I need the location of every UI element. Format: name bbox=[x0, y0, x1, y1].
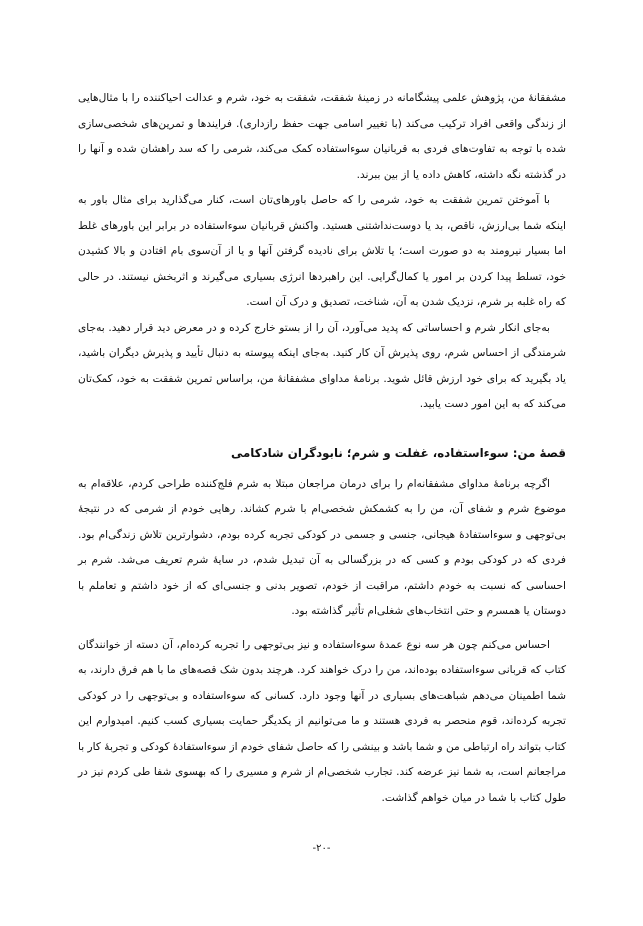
paragraph-gap bbox=[78, 625, 566, 633]
section-paragraph-2: احساس می‌کنم چون هر سه نوع عمدهٔ سوءاستفاده و نیز بی‌توجهی را تجربه کرده‌ام، آن دسته از خوانندگان کتاب که قربانی سوءاستفاده بوده‌اند، من را درک خواهند کرد. هرچند بدون شک قصه‌های ما با هم فرق دارند، به شما اطمینان می‌دهم شباهت‌های بسیاری در آنها وجود دارد. کسانی که سوءاستفاده و بی‌توجهی را در کودکی تجربه کرده‌اند، قوم منحصر به فردی هستند و ما می‌توانیم از یکدیگر حمایت بسیاری کسب کنیم. امیدوارم این کتاب بتواند راه ارتباطی من و شما باشد و بینشی را که حاصل شفای خودم از سوءاستفادهٔ کودکی و تجربهٔ کار با مراجعانم است، به شما نیز عرضه کند. تجارب شخصی‌ام از شرم و مسیری را که بهسوی شفا طی کردم نیز در طول کتاب با شما در میان خواهم گذاشت. bbox=[78, 638, 566, 804]
intro-paragraph-2: با آموختن تمرین شفقت به خود، شرمی را که حاصل باورهای‌تان است، کنار می‌گذارید برای مثال باور به اینکه شما بی‌ارزش، ناقص، بد یا دوست‌نداشتنی هستید. واکنش قربانیان سوءاستفاده در برابر این باورهای غلط اما بسیار نیرومند به دو صورت است؛ یا تلاش برای نادیده گرفتن آنها و یا از آن‌سوی بام افتادن و بالا کشیدن خود، تسلط پیدا کردن بر امور یا کمال‌گرایی. این راهبردها انرژی بسیاری می‌گیرند و اثربخش نیستند. در حالی که راه غلبه بر شرم، نزدیک شدن به آن، شناخت، تصدیق و درک آن است. bbox=[78, 194, 566, 308]
intro-paragraph-3: به‌جای انکار شرم و احساساتی که پدید می‌آورد، آن را از بستو خارج کرده و در معرض دید قرار دهید. به‌جای شرمندگی از احساس شرم، روی پذیرش آن کار کنید. به‌جای اینکه پیوسته به دنبال تأیید و پذیرش دیگران باشید، یاد بگیرید که برای خود ارزش قائل شوید. برنامهٔ مداوای مشفقانهٔ من، براساس تمرین شفقت به خود، کمک‌تان می‌کند که به این امور دست یابید. bbox=[78, 321, 566, 410]
section-heading: قصهٔ من: سوءاستفاده، غفلت و شرم؛ نابودگران شادکامی bbox=[231, 445, 566, 460]
intro-paragraph-1: مشفقانهٔ من، پژوهش علمی پیشگامانه در زمینهٔ شفقت، شفقت به خود، شرم و عدالت احیاکننده را با مثال‌هایی از زندگی واقعی افراد ترکیب می‌کند (با تغییر اسامی جهت حفظ رازداری). فرایندها و تمرین‌های شخصی‌سازی شده با توجه به تفاوت‌های فردی به قربانیان سوءاستفاده کمک می‌کند، شرمی را که سد راهشان شده و آنها را در گذشته نگه داشته، کاهش داده یا از بین ببرند. bbox=[78, 92, 566, 181]
section-paragraph-1: اگرچه برنامهٔ مداوای مشفقانه‌ام را برای درمان مراجعان مبتلا به شرم فلج‌کننده طراحی کردم، علاقه‌ام به موضوع شرم و شفای آن، من را به کشمکش شخصی‌ام با شرم کشاند. رهایی خودم از شرمی که در نتیجهٔ بی‌توجهی و سوءاستفادهٔ هیجانی، جنسی و جسمی در کودکی تجربه کرده بودم، دشوارترین تلاش زندگی‌ام بود. فردی که در کودکی بودم و کسی که در بزرگسالی به آن تبدیل شدم، در سایهٔ شرم تعریف می‌شد. شرم بر احساسی که نسبت به خودم داشتم، مراقبت از خودم، تصویر بدنی و جنسی‌ای که از خود داشتم و تعاملم با دوستان یا همسرم و حتی انتخاب‌های شغلی‌ام تأثیر گذاشته بود. bbox=[78, 477, 566, 617]
page-body bbox=[78, 86, 566, 811]
page-number: -۲۰- bbox=[312, 843, 331, 854]
